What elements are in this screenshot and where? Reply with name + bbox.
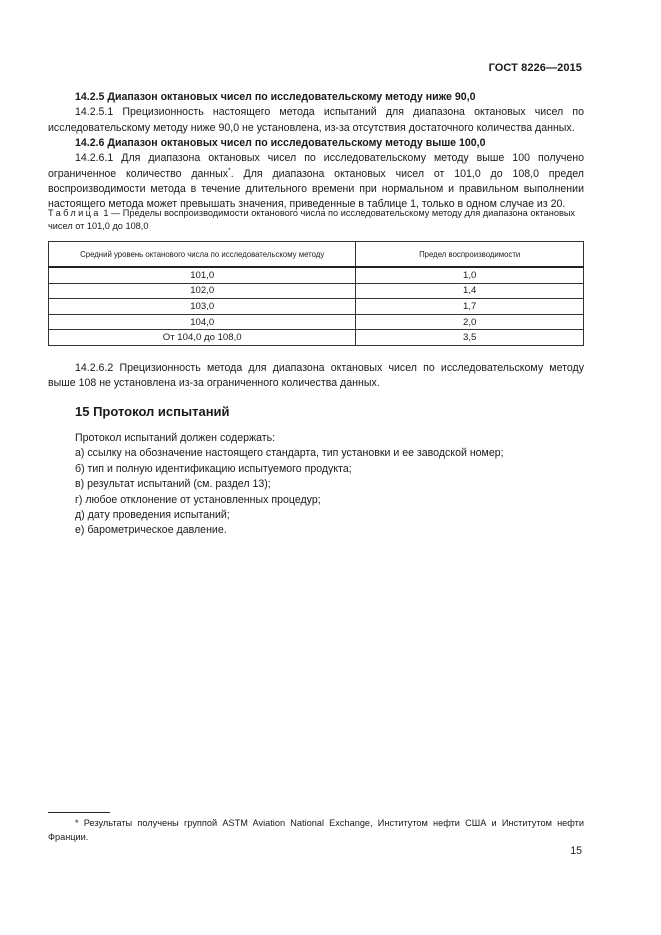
page-number: 15 bbox=[570, 845, 582, 857]
table-row bbox=[49, 267, 584, 283]
column-header-octane-level: Средний уровень октанового числа по исследовательскому методу bbox=[49, 242, 356, 268]
reproducibility-table bbox=[48, 241, 584, 346]
test-report-intro: Протокол испытаний должен содержать: bbox=[75, 432, 276, 444]
table-cell: 1,0 bbox=[356, 267, 584, 283]
table-row bbox=[49, 299, 584, 315]
section-14-2-6-1-paragraph bbox=[48, 151, 584, 212]
table-cell: 1,4 bbox=[356, 283, 584, 299]
section-14-2-6-heading: 14.2.6 Диапазон октановых чисел по исследовательскому методу выше 100,0 bbox=[75, 137, 486, 149]
table-row bbox=[49, 314, 584, 330]
para-text-after-footnote: . Для диапазона октановых чисел от 101,0 до 108,0 предел воспроизводимости метода в течение длительного времени при нормальном и правильном выполнении настоящего метода может превышать значения, приведенные в таблице 1, только в одном случае из 20. bbox=[48, 167, 584, 211]
table-cell: От 104,0 до 108,0 bbox=[49, 330, 356, 346]
table-cell: 103,0 bbox=[49, 299, 356, 315]
test-report-contents bbox=[75, 431, 575, 539]
section-14-2-6-2-paragraph: 14.2.6.2 Прецизионность метода для диапазона октановых чисел по исследовательскому методу выше 108 не установлена из-за ограниченного количества данных. bbox=[48, 362, 584, 390]
section-15-heading: 15 Протокол испытаний bbox=[75, 404, 230, 419]
section-14-2-5-1-paragraph: 14.2.5.1 Прецизионность настоящего метода испытаний для диапазона октановых чисел по исследовательскому методу ниже 90,0 не установлена, из-за отсутствия достаточного количества данных. bbox=[48, 106, 584, 134]
footnote bbox=[48, 816, 584, 844]
section-14-2-6 bbox=[48, 136, 584, 212]
list-item: г) любое отклонение от установленных процедур; bbox=[75, 493, 321, 506]
table-header-row bbox=[49, 242, 584, 268]
table-cell: 1,7 bbox=[356, 299, 584, 315]
column-header-reproducibility: Предел воспроизводимости bbox=[356, 242, 584, 268]
table-cell: 2,0 bbox=[356, 314, 584, 330]
table-cell: 3,5 bbox=[356, 330, 584, 346]
footnote-divider bbox=[48, 812, 110, 813]
table-1-caption bbox=[48, 207, 588, 233]
list-item: е) барометрическое давление. bbox=[75, 524, 227, 537]
document-standard-id: ГОСТ 8226—2015 bbox=[488, 62, 582, 74]
section-14-2-5-heading: 14.2.5 Диапазон октановых чисел по исследовательскому методу ниже 90,0 bbox=[75, 91, 476, 103]
table-row bbox=[49, 283, 584, 299]
para-text-before-footnote: 14.2.6.1 Для диапазона октановых чисел по исследовательскому методу выше 100 получено ограниченное количество данных bbox=[48, 152, 584, 180]
list-item: д) дату проведения испытаний; bbox=[75, 509, 230, 522]
table-cell: 101,0 bbox=[49, 267, 356, 283]
table-row bbox=[49, 330, 584, 346]
table-caption-label: Таблица bbox=[48, 208, 101, 218]
section-14-2-5 bbox=[48, 90, 584, 136]
list-item: в) результат испытаний (см. раздел 13); bbox=[75, 478, 271, 491]
footnote-reference-mark: * bbox=[228, 167, 231, 175]
table-cell: 104,0 bbox=[49, 314, 356, 330]
footnote-text: * Результаты получены группой ASTM Aviation National Exchange, Институтом нефти США и Институтом нефти Франции. bbox=[48, 818, 584, 842]
list-item: б) тип и полную идентификацию испытуемого продукта; bbox=[75, 462, 352, 475]
table-cell: 102,0 bbox=[49, 283, 356, 299]
table-caption-text: 1 — Пределы воспроизводимости октанового числа по исследовательскому методу для диапазона октановых чисел от 101,0 до 108,0 bbox=[48, 208, 576, 231]
list-item: а) ссылку на обозначение настоящего стандарта, тип установки и ее заводской номер; bbox=[75, 447, 504, 460]
section-14-2-6-2 bbox=[48, 361, 584, 392]
